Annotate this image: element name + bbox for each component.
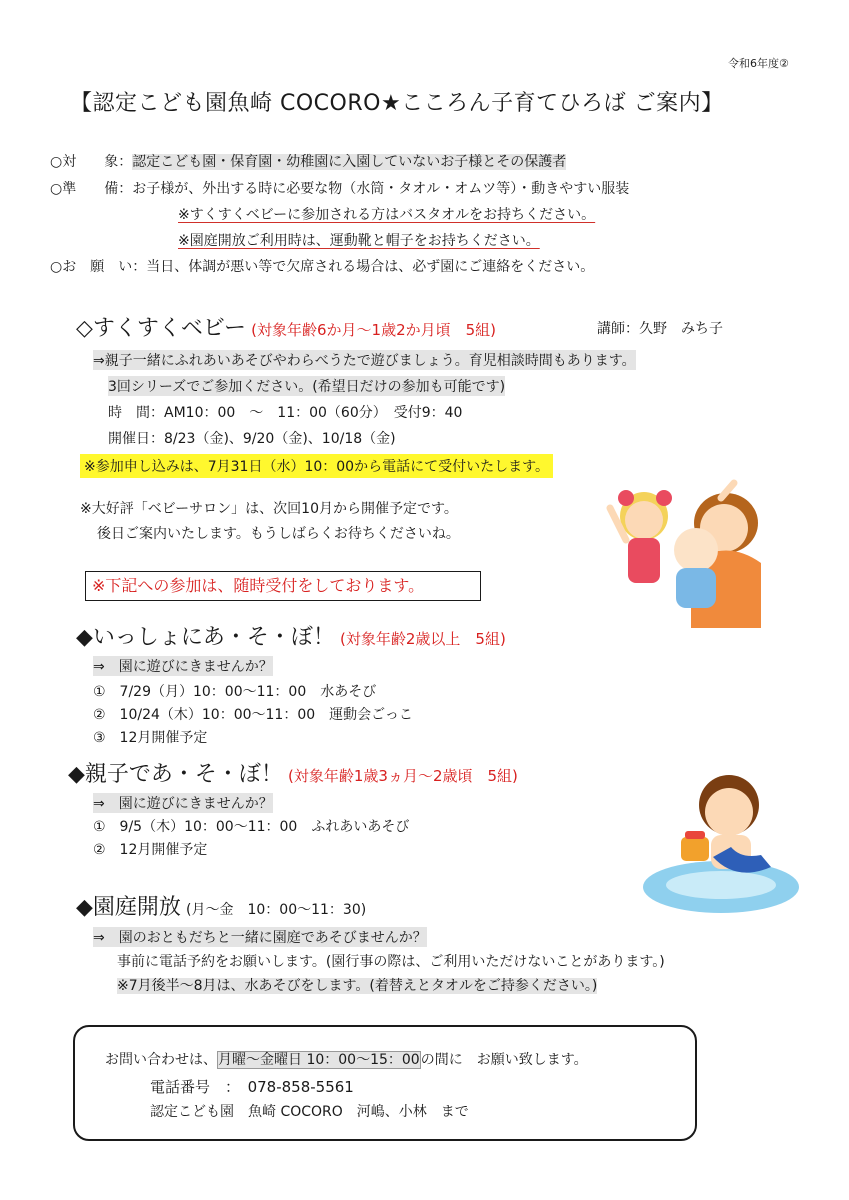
- baby-description: ⇒親子一緒にふれあいあそびやわらべうたで遊びましょう。育児相談時間もあります。: [93, 350, 636, 370]
- prep-row: ○準 備：お子様が、外出する時に必要な物（水筒・タオル・オムツ等）・動きやすい服装: [50, 181, 630, 197]
- salon-note-2: 後日ご案内いたします。もうしばらくお待ちくださいね。: [97, 526, 460, 542]
- garden-invite: ⇒ 園のおともだちと一緒に園庭であそびませんか？: [93, 927, 427, 947]
- family-illustration: [596, 478, 766, 628]
- water-play-illustration: [641, 767, 801, 917]
- issho-item: ① 7/29（月）10：00～11：00 水あそび: [93, 684, 377, 700]
- contact-box: [73, 1025, 697, 1141]
- note-shoes-hat: ※園庭開放ご利用時は、運動靴と帽子をお持ちください。: [178, 233, 540, 249]
- garden-reservation-note: 事前に電話予約をお願いします。(園行事の際は、ご利用いただけないことがあります。): [117, 954, 665, 970]
- baby-series: 3回シリーズでご参加ください。(希望日だけの参加も可能です): [108, 376, 505, 396]
- oyako-heading: ◆親子であ・そ・ぼ！ (対象年齢1歳3ヵ月～2歳頃 5組): [68, 762, 518, 787]
- issho-item: ② 10/24（木）10：00～11：00 運動会ごっこ: [93, 707, 413, 723]
- oyako-item: ② 12月開催予定: [93, 842, 208, 858]
- baby-time: 時 間：AM10：00 ～ 11：00（60分） 受付9：40: [108, 405, 463, 421]
- anytime-registration-notice: ※下記への参加は、随時受付をしております。: [85, 571, 481, 601]
- baby-heading: ◇すくすくベビー (対象年齢6か月～1歳2か月頃 5組): [76, 316, 497, 341]
- garden-heading: ◆園庭開放 (月～金 10：00～11：30): [76, 895, 367, 920]
- target-row: ○対 象：認定こども園・保育園・幼稚園に入園していないお子様とその保護者: [50, 154, 567, 170]
- oyako-invite: ⇒ 園に遊びにきませんか？: [93, 793, 273, 813]
- request-row: ○お 願 い：当日、体調が悪い等で欠席される場合は、必ず園にご連絡をください。: [50, 259, 595, 275]
- issho-heading: ◆いっしょにあ・そ・ぼ！ (対象年齢2歳以上 5組): [76, 625, 506, 650]
- contact-organization: 認定こども園 魚崎 COCORO 河嶋、小林 まで: [150, 1104, 469, 1120]
- salon-note-1: ※大好評「ベビーサロン」は、次回10月から開催予定です。: [80, 501, 458, 517]
- issho-invite: ⇒ 園に遊びにきませんか？: [93, 656, 273, 676]
- note-bath-towel: ※すくすくベビーに参加される方はバスタオルをお持ちください。: [178, 207, 596, 223]
- contact-phone: 電話番号 ： 078-858-5561: [150, 1078, 354, 1096]
- oyako-item: ① 9/5（木）10：00～11：00 ふれあいあそび: [93, 819, 410, 835]
- page-title: 【認定こども園魚崎 COCORO★こころん子育てひろば ご案内】: [70, 91, 724, 116]
- garden-summer-note: ※7月後半～8月は、水あそびをします。(着替えとタオルをご持参ください。): [117, 978, 598, 994]
- baby-apply-note: ※参加申し込みは、7月31日（水）10：00から電話にて受付いたします。: [80, 454, 553, 478]
- baby-dates: 開催日：8/23（金)、9/20（金)、10/18（金): [108, 431, 396, 447]
- baby-teacher: 講師：久野 みち子: [597, 321, 723, 337]
- issho-item: ③ 12月開催予定: [93, 730, 208, 746]
- fiscal-year-label: 令和6年度②: [728, 57, 789, 70]
- contact-hours: お問い合わせは、月曜～金曜日 10：00～15：00の間に お願い致します。: [105, 1052, 588, 1068]
